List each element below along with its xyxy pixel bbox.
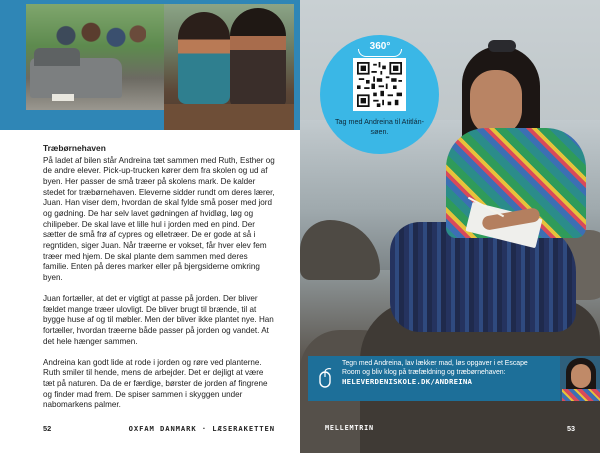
hair-tie (488, 40, 516, 52)
portrait-face (571, 364, 591, 388)
badge-caption: Tag med Andreina til Atitlán-søen. (334, 117, 425, 136)
photo-strip (0, 0, 300, 130)
qr-code-graphic (357, 62, 402, 107)
paragraph-1: På ladet af bilen står Andreina tæt sammen med Ruth, Esther og de andre elever. Pick-up-trucken kører dem fra skolen og ud af byen. Her passer de små træer på skolens mark. De kalder stedet for træbørnehaven. Eleverne sidder rundt om deres lærer, Juan. Han viser dem, hvordan de skal fylde små poser med jord og gødning. De har selv lavet gødningen af hvidløg, løg og chilipeber. De skal lave et lille hul i jorden med en pind. Der sætter de små frø af cypres og elletræer. De er gode at så i regntiden, siger Juan. Når træerne er vokset, får hver elev fem træer med hjem. De skal plante dem sammen med deres familie. Enten på deres marker eller på bjergsiderne omkring byen. (43, 155, 275, 282)
portrait-photo (560, 356, 600, 401)
info-bar (308, 356, 594, 401)
footer-title: OXFAM DANMARK · LÆSERAKETTEN (128, 424, 275, 433)
info-text (342, 360, 542, 387)
qr-badge[interactable] (320, 35, 439, 154)
paragraph-3: Andreina kan godt lide at rode i jorden og røre ved planterne. Ruth smiler til hende, mens de arbejder. Det er dejligt at være tæt på naturen. Da de er færdige, børster de jorden af fingrene og finder mad frem. De spiser sammen i skyggen under nabomarkens palmer. (43, 357, 268, 410)
girl-left (178, 12, 230, 104)
badge-360-icon (361, 41, 399, 55)
body-text (43, 143, 275, 422)
right-page-photo (300, 0, 600, 453)
photo-pickup-truck (26, 4, 164, 110)
truck-cab (34, 48, 80, 66)
license-plate (52, 94, 74, 101)
page-number-right: 53 (567, 424, 575, 433)
skirt (390, 222, 576, 332)
computer-mouse-icon (316, 367, 336, 389)
rotate-ring-icon (358, 49, 402, 57)
face (470, 70, 522, 136)
soil (164, 104, 294, 130)
paragraph-2: Juan fortæller, at det er vigtigt at passe på jorden. Der bliver fældet mange træer ulovligt. De bliver brugt til brænde, til at bygge huse af og til møbler. Men der bliver ikke plantet nye. Han fortæller, hvordan træerne både passer på jorden og vandet. At det hele hænger sammen. (43, 294, 274, 346)
section-heading: Træbørnehaven (43, 143, 106, 153)
info-description: Tegn med Andreina, lav lækker mad, løs opgaver i et Escape Room og bliv klog på træfældning og træbørnehaven: (342, 360, 528, 376)
label-360: 360° (369, 41, 391, 52)
photo-girls-planting (164, 4, 294, 130)
info-url-link[interactable]: HELEVERDENISKOLE.DK/ANDREINA (342, 377, 473, 387)
qr-code-icon[interactable] (353, 58, 406, 111)
page-number-left: 52 (43, 424, 52, 433)
portrait-shirt (562, 389, 600, 401)
girl-right (230, 8, 286, 108)
footer-brand: MELLEMTRIN (325, 424, 374, 432)
